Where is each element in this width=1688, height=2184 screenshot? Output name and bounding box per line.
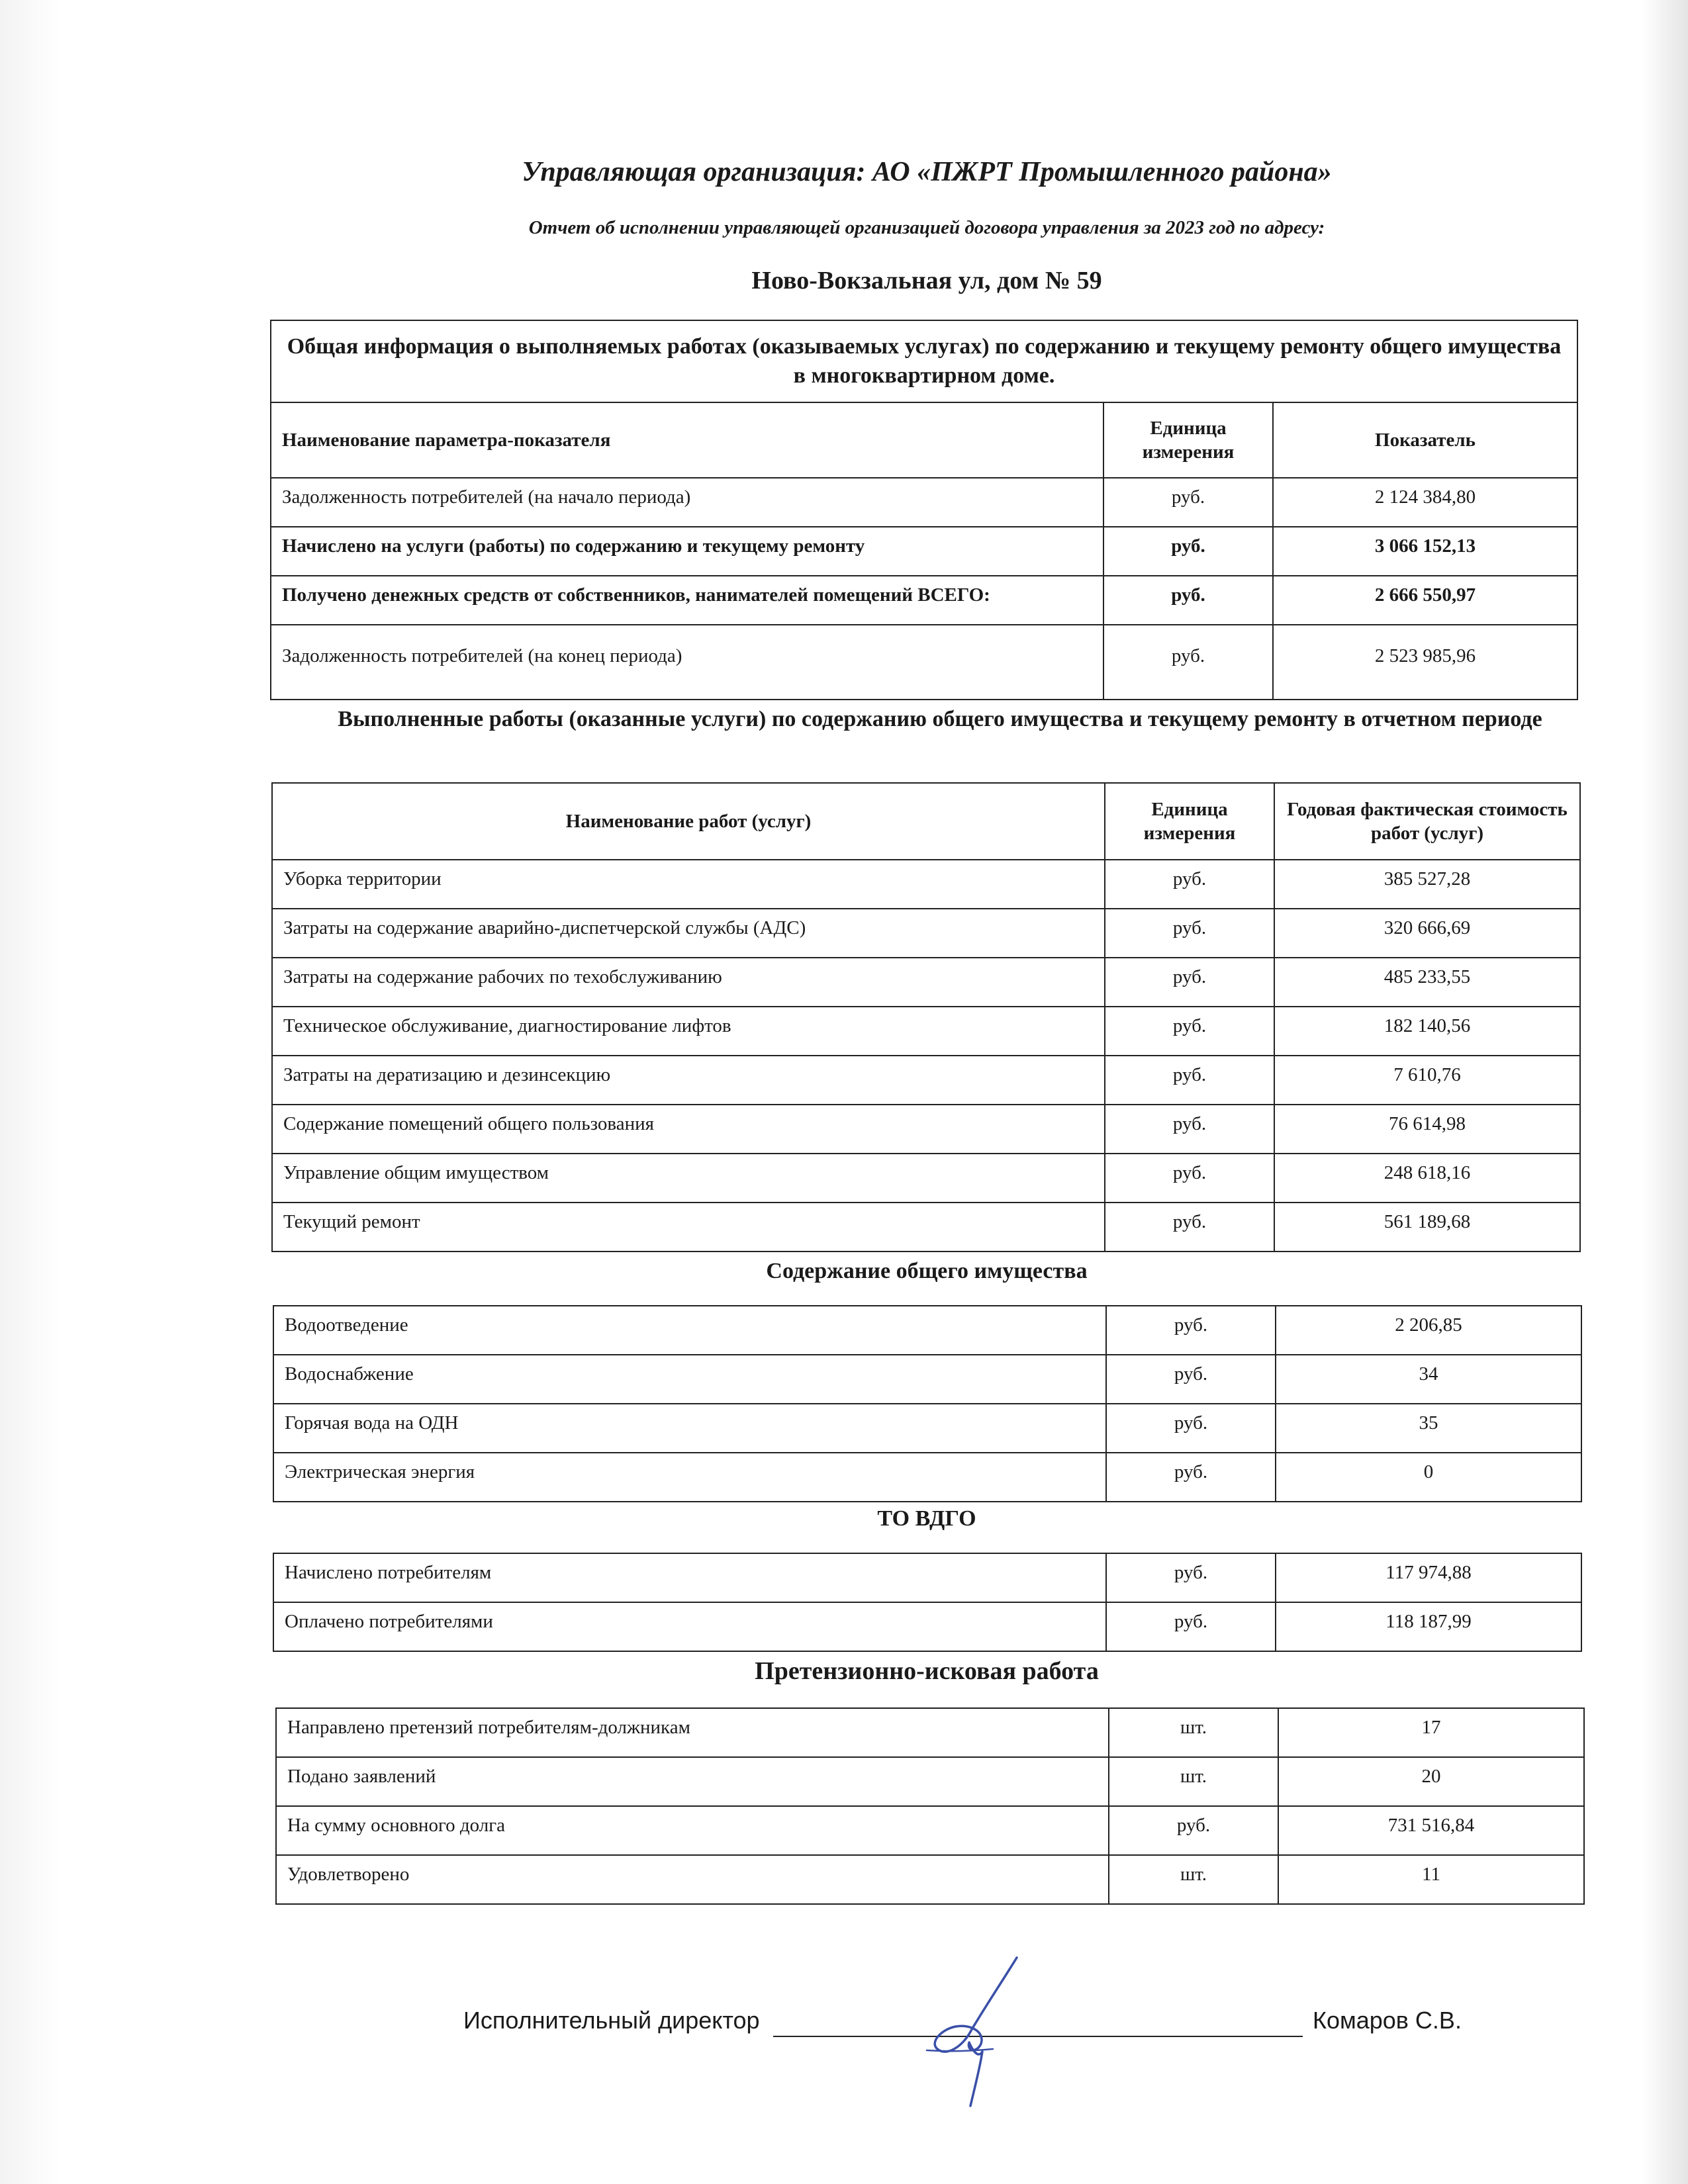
- row-name: Затраты на содержание аварийно-диспетчерской службы (АДС): [272, 909, 1105, 958]
- table-row: [271, 625, 1577, 700]
- table-row: [276, 1757, 1584, 1806]
- table-row: [271, 478, 1577, 527]
- table-row: [271, 576, 1577, 625]
- row-name: Затраты на содержание рабочих по техобслуживанию: [272, 958, 1105, 1007]
- table-row: [273, 1355, 1581, 1404]
- works-section-title: [311, 704, 1569, 735]
- row-value: 731 516,84: [1278, 1806, 1584, 1855]
- table-row: [272, 1007, 1580, 1056]
- row-name: Уборка территории: [272, 860, 1105, 909]
- row-value: 561 189,68: [1274, 1203, 1580, 1251]
- row-unit: руб.: [1106, 1602, 1276, 1651]
- row-name: Электрическая энергия: [273, 1453, 1106, 1502]
- table-row: [271, 527, 1577, 576]
- row-name: Задолженность потребителей (на начало периода): [271, 478, 1103, 527]
- row-unit: руб.: [1105, 1105, 1274, 1154]
- row-value: 385 527,28: [1274, 860, 1580, 909]
- row-name: Содержание помещений общего пользования: [272, 1105, 1105, 1154]
- row-value: 2 666 550,97: [1273, 576, 1577, 625]
- claims-table: [275, 1707, 1585, 1905]
- row-unit: шт.: [1109, 1757, 1278, 1806]
- column-header-name: Наименование работ (услуг): [272, 783, 1105, 860]
- row-name: Задолженность потребителей (на конец периода): [271, 625, 1103, 700]
- row-value: 248 618,16: [1274, 1154, 1580, 1203]
- table-row: [273, 1306, 1581, 1355]
- row-unit: руб.: [1106, 1553, 1276, 1602]
- row-name: Оплачено потребителями: [273, 1602, 1106, 1651]
- row-value: 7 610,76: [1274, 1056, 1580, 1105]
- organization-title: Управляющая организация: АО «ПЖРТ Промышленного района»: [522, 157, 1332, 187]
- works-title-text: Выполненные работы (оказанные услуги) по содержанию общего имущества и текущему ремонту в отчетном периоде: [338, 707, 1542, 731]
- general-info-caption: Общая информация о выполняемых работах (оказываемых услугах) по содержанию и текущему ремонту общего имущества в многоквартирном доме.: [271, 320, 1577, 402]
- table-row: [273, 1453, 1581, 1502]
- row-value: 2 523 985,96: [1273, 625, 1577, 700]
- works-table: [271, 782, 1581, 1252]
- row-unit: руб.: [1106, 1306, 1276, 1355]
- table-row: [273, 1553, 1581, 1602]
- row-value: 2 124 384,80: [1273, 478, 1577, 527]
- row-value: 76 614,98: [1274, 1105, 1580, 1154]
- row-name: Техническое обслуживание, диагностирование лифтов: [272, 1007, 1105, 1056]
- row-name: Начислено потребителям: [273, 1553, 1106, 1602]
- row-unit: руб.: [1103, 576, 1273, 625]
- row-unit: руб.: [1105, 1203, 1274, 1251]
- row-value: 35: [1276, 1404, 1581, 1453]
- row-value: 320 666,69: [1274, 909, 1580, 958]
- general-info-table: [270, 320, 1578, 700]
- table-row: [276, 1708, 1584, 1757]
- row-name: Водоотведение: [273, 1306, 1106, 1355]
- table-row: [272, 1154, 1580, 1203]
- table-row: [276, 1855, 1584, 1904]
- row-value: 11: [1278, 1855, 1584, 1904]
- signatory-name: Комаров С.В.: [1313, 2007, 1462, 2034]
- vdgo-table: [273, 1553, 1582, 1652]
- row-value: 3 066 152,13: [1273, 527, 1577, 576]
- signatory-position: Исполнительный директор: [463, 2007, 760, 2034]
- row-name: Подано заявлений: [276, 1757, 1109, 1806]
- address-title: Ново-Вокзальная ул, дом № 59: [751, 267, 1102, 295]
- column-header-name: Наименование параметра-показателя: [271, 402, 1103, 478]
- table-row: [273, 1602, 1581, 1651]
- row-unit: руб.: [1105, 860, 1274, 909]
- row-unit: руб.: [1109, 1806, 1278, 1855]
- table-row: [272, 1056, 1580, 1105]
- common-property-title: Содержание общего имущества: [766, 1259, 1088, 1283]
- row-name: Получено денежных средств от собственников, нанимателей помещений ВСЕГО:: [271, 576, 1103, 625]
- row-unit: руб.: [1105, 1007, 1274, 1056]
- row-value: 34: [1276, 1355, 1581, 1404]
- row-unit: руб.: [1106, 1453, 1276, 1502]
- row-unit: руб.: [1106, 1404, 1276, 1453]
- row-unit: руб.: [1106, 1355, 1276, 1404]
- claims-title: Претензионно-исковая работа: [755, 1657, 1099, 1685]
- row-value: 20: [1278, 1757, 1584, 1806]
- row-value: 17: [1278, 1708, 1584, 1757]
- column-header-value: Годовая фактическая стоимость работ (услуг): [1274, 783, 1580, 860]
- row-unit: шт.: [1109, 1708, 1278, 1757]
- table-row: [272, 958, 1580, 1007]
- table-row: [272, 909, 1580, 958]
- table-row: [272, 860, 1580, 909]
- table-row: [272, 1105, 1580, 1154]
- row-name: Управление общим имуществом: [272, 1154, 1105, 1203]
- row-name: Удовлетворено: [276, 1855, 1109, 1904]
- row-value: 0: [1276, 1453, 1581, 1502]
- row-name: Направлено претензий потребителям-должникам: [276, 1708, 1109, 1757]
- table-row: [273, 1404, 1581, 1453]
- row-name: Затраты на дератизацию и дезинсекцию: [272, 1056, 1105, 1105]
- handwritten-signature: [907, 1952, 1039, 2111]
- row-unit: шт.: [1109, 1855, 1278, 1904]
- scan-shadow-right: [1642, 0, 1688, 2184]
- row-name: На сумму основного долга: [276, 1806, 1109, 1855]
- row-value: 182 140,56: [1274, 1007, 1580, 1056]
- column-header-value: Показатель: [1273, 402, 1577, 478]
- row-name: Текущий ремонт: [272, 1203, 1105, 1251]
- scan-shadow-left: [0, 0, 60, 2184]
- row-unit: руб.: [1105, 1154, 1274, 1203]
- table-row: [272, 1203, 1580, 1251]
- row-value: 485 233,55: [1274, 958, 1580, 1007]
- row-unit: руб.: [1103, 527, 1273, 576]
- column-header-unit: Единица измерения: [1105, 783, 1274, 860]
- row-unit: руб.: [1105, 1056, 1274, 1105]
- row-value: 118 187,99: [1276, 1602, 1581, 1651]
- row-name: Горячая вода на ОДН: [273, 1404, 1106, 1453]
- row-unit: руб.: [1103, 625, 1273, 700]
- row-unit: руб.: [1103, 478, 1273, 527]
- row-name: Водоснабжение: [273, 1355, 1106, 1404]
- row-value: 117 974,88: [1276, 1553, 1581, 1602]
- common-property-table: [273, 1305, 1582, 1502]
- row-value: 2 206,85: [1276, 1306, 1581, 1355]
- row-name: Начислено на услуги (работы) по содержанию и текущему ремонту: [271, 527, 1103, 576]
- column-header-unit: Единица измерения: [1103, 402, 1273, 478]
- row-unit: руб.: [1105, 909, 1274, 958]
- table-row: [276, 1806, 1584, 1855]
- vdgo-title: ТО ВДГО: [877, 1506, 976, 1531]
- row-unit: руб.: [1105, 958, 1274, 1007]
- report-title: Отчет об исполнении управляющей организацией договора управления за 2023 год по адресу:: [528, 217, 1325, 238]
